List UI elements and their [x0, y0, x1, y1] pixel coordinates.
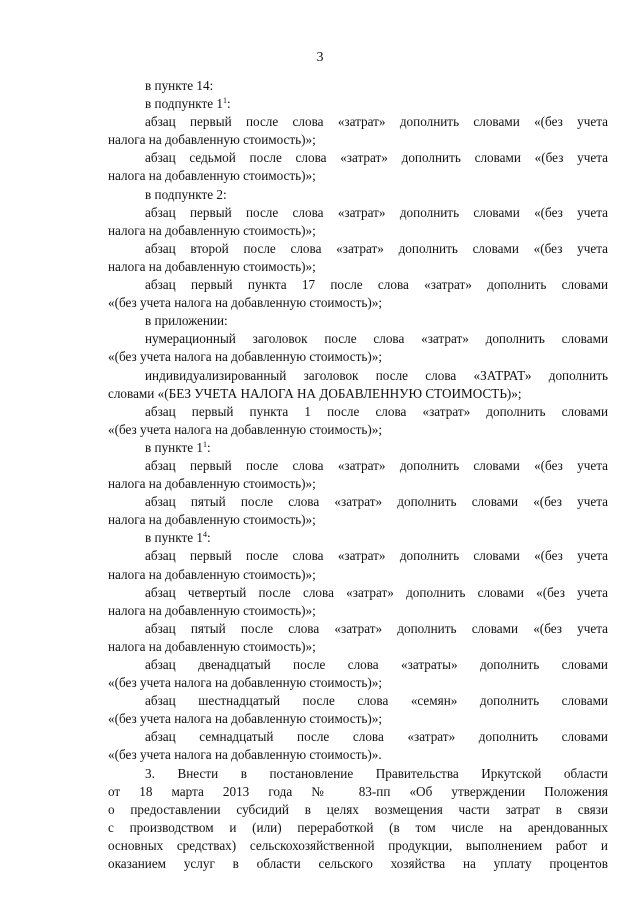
text-line: «(без учета налога на добавленную стоимость)»;: [108, 675, 383, 691]
text-line: в пункте 14:: [145, 78, 214, 93]
text-line: 3. Внести в постановление Правительства Иркутской области: [145, 765, 608, 781]
text-line: абзац первый после слова «затрат» дополнить словами «(без учета: [145, 114, 608, 130]
text-line: абзац четвертый после слова «затрат» дополнить словами «(без учета: [145, 584, 608, 600]
superscript: 1: [202, 439, 207, 449]
text-line: абзац первый после слова «затрат» дополнить словами «(без учета: [145, 548, 608, 564]
text-line: в пункте $1^1$:: [145, 439, 211, 455]
text-line: абзац двенадцатый после слова «затраты» дополнить словами: [145, 657, 608, 672]
text-line: «(без учета налога на добавленную стоимость)».: [108, 747, 382, 763]
text-line: «(без учета налога на добавленную стоимость)»;: [108, 421, 383, 437]
text-line: в приложении:: [145, 313, 228, 329]
text-line: налога на добавленную стоимость)»;: [108, 638, 316, 654]
text-line: «(без учета налога на добавленную стоимость)»;: [108, 711, 383, 727]
superscript: 1: [222, 96, 227, 106]
text-line: налога на добавленную стоимость)»;: [108, 512, 316, 528]
text-line: «(без учета налога на добавленную стоимость)»;: [108, 295, 383, 311]
text-line: абзац второй после слова «затрат» дополнить словами «(без учета: [145, 240, 608, 256]
text-line: абзац пятый после слова «затрат» дополнить словами «(без учета: [145, 494, 608, 510]
text-line: абзац семнадцатый после слова «затрат» дополнить словами: [145, 729, 608, 745]
text-line: в подпункте $1^1$:: [145, 96, 231, 112]
text-line: абзац первый после слова «затрат» дополнить словами «(без учета: [145, 457, 608, 473]
text-line: налога на добавленную стоимость)»;: [108, 602, 316, 618]
text-line: абзац пятый после слова «затрат» дополнить словами «(без учета: [145, 620, 608, 636]
text-line: в подпункте 2:: [145, 186, 227, 202]
text-line: абзац первый пункта 1 после слова «затрат» дополнить словами: [145, 403, 608, 419]
text-line: налога на добавленную стоимость)»;: [108, 258, 316, 274]
text-line: налога на добавленную стоимость)»;: [108, 566, 316, 582]
text-line: абзац седьмой после слова «затрат» дополнить словами «(без учета: [145, 150, 608, 166]
text-line: налога на добавленную стоимость)»;: [108, 168, 316, 184]
document-body: [108, 77, 608, 873]
text-line: индивидуализированный заголовок после слова «ЗАТРАТ» дополнить: [145, 367, 608, 383]
text-line: абзац шестнадцатый после слова «семян» дополнить словами: [145, 693, 608, 709]
text-line: оказанием услуг в области сельского хозяйства на уплату процентов: [108, 856, 608, 872]
page-number: 3: [316, 50, 324, 65]
text-line: от 18 марта 2013 года № 83-пп «Об утверждении Положения: [108, 783, 608, 799]
text-line: абзац первый после слова «затрат» дополнить словами «(без учета: [145, 204, 608, 220]
text-line: налога на добавленную стоимость)»;: [108, 132, 316, 148]
text-line: словами «(БЕЗ УЧЕТА НАЛОГА НА ДОБАВЛЕННУЮ СТОИМОСТЬ)»;: [108, 385, 522, 401]
text-line: с производством и (или) переработкой (в том числе на арендованных: [108, 819, 608, 835]
text-line: о предоставлении субсидий в целях возмещения части затрат в связи: [108, 801, 608, 817]
text-line: абзац первый пункта 17 после слова «затрат» дополнить словами: [145, 277, 608, 293]
text-line: налога на добавленную стоимость)»;: [108, 476, 316, 492]
text-line: в пункте $1^4$:: [145, 530, 211, 546]
text-line: нумерационный заголовок после слова «затрат» дополнить словами: [145, 331, 608, 347]
text-line: «(без учета налога на добавленную стоимость)»;: [108, 349, 383, 365]
superscript: 4: [202, 530, 207, 540]
text-line: основных средствах) сельскохозяйственной продукции, выполнением работ и: [108, 837, 608, 853]
text-line: налога на добавленную стоимость)»;: [108, 222, 316, 238]
